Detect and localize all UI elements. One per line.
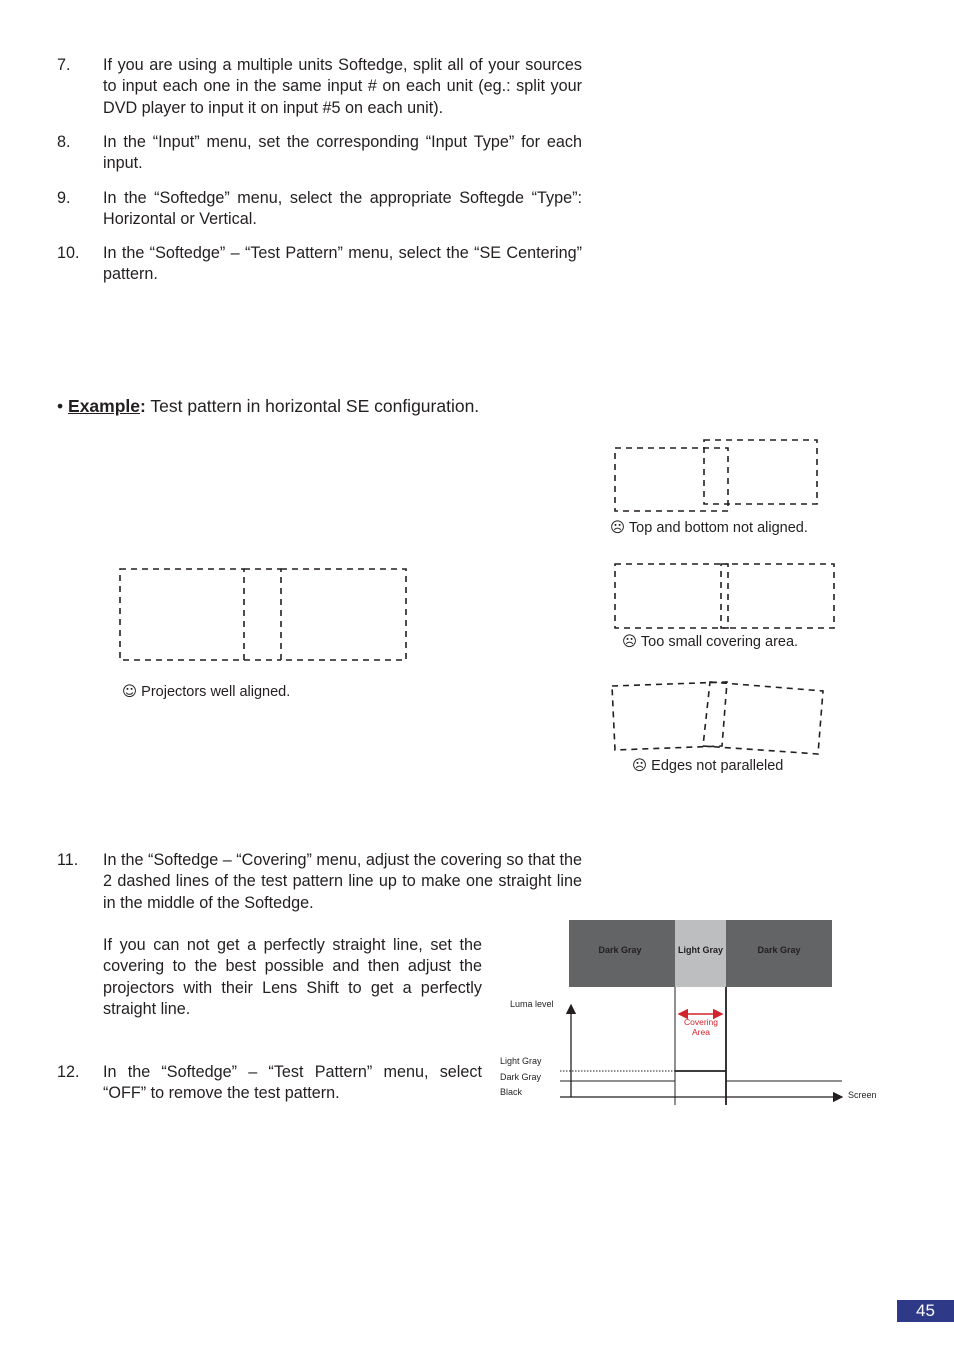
black-level-label: Black [500, 1087, 523, 1097]
dark-gray-right-label: Dark Gray [757, 945, 801, 955]
luma-level-label: Luma level [510, 999, 554, 1009]
step-number: 10. [57, 244, 80, 262]
step-text: In the “Softedge” – “Test Pattern” menu, select the “SE Centering” pattern. [103, 244, 582, 284]
step-number: 7. [57, 56, 71, 74]
caption-text: Edges not paralleled [651, 758, 784, 774]
frown-icon: ☹ [610, 520, 626, 536]
dark-gray-left-label: Dark Gray [598, 945, 642, 955]
step-number: 12. [57, 1063, 80, 1081]
smile-icon: ☺ [122, 684, 138, 700]
step-text: If you are using a multiple units Softedge, split all of your sources to input each one in the same input # on each unit (eg.: split your DVD player to input it on input #5 on each unit). [103, 56, 582, 117]
step-text: In the “Softedge” – “Test Pattern” menu, select “OFF” to remove the test pattern. [103, 1063, 482, 1103]
step-number: 9. [57, 189, 71, 207]
caption-text: Top and bottom not aligned. [628, 520, 808, 536]
light-gray-level-label: Light Gray [500, 1056, 542, 1066]
example-bullet: • [57, 396, 64, 416]
example-colon: : [140, 396, 146, 416]
covering-label: Covering [683, 1017, 719, 1027]
step-text: In the “Input” menu, set the corresponding “Input Type” for each input. [103, 133, 582, 173]
caption-text: Too small covering area. [640, 634, 799, 650]
step-number: 11. [57, 851, 79, 869]
step-text: In the “Softedge – “Covering” menu, adjust the covering so that the 2 dashed lines of the test pattern line up to make one straight line in the middle of the Softedge. [103, 851, 582, 912]
step-number: 8. [57, 133, 71, 151]
page-number: 45 [897, 1300, 954, 1322]
example-text: Test pattern in horizontal SE configuration. [145, 396, 480, 416]
step-note-text: If you can not get a perfectly straight line, set the covering to the best possible and then adjust the projectors with their Lens Shift to get a perfectly straight line. [103, 936, 482, 1018]
step-text: In the “Softedge” menu, select the appropriate Softegde “Type”: Horizontal or Vertical. [103, 189, 582, 229]
frown-icon: ☹ [622, 634, 638, 650]
area-label: Area [692, 1027, 710, 1037]
example-keyword: Example [68, 396, 140, 416]
screen-label: Screen [848, 1090, 877, 1100]
caption-text: Projectors well aligned. [141, 684, 291, 700]
light-gray-label: Light Gray [677, 945, 724, 955]
frown-icon: ☹ [632, 758, 648, 774]
dark-gray-level-label: Dark Gray [500, 1072, 542, 1082]
